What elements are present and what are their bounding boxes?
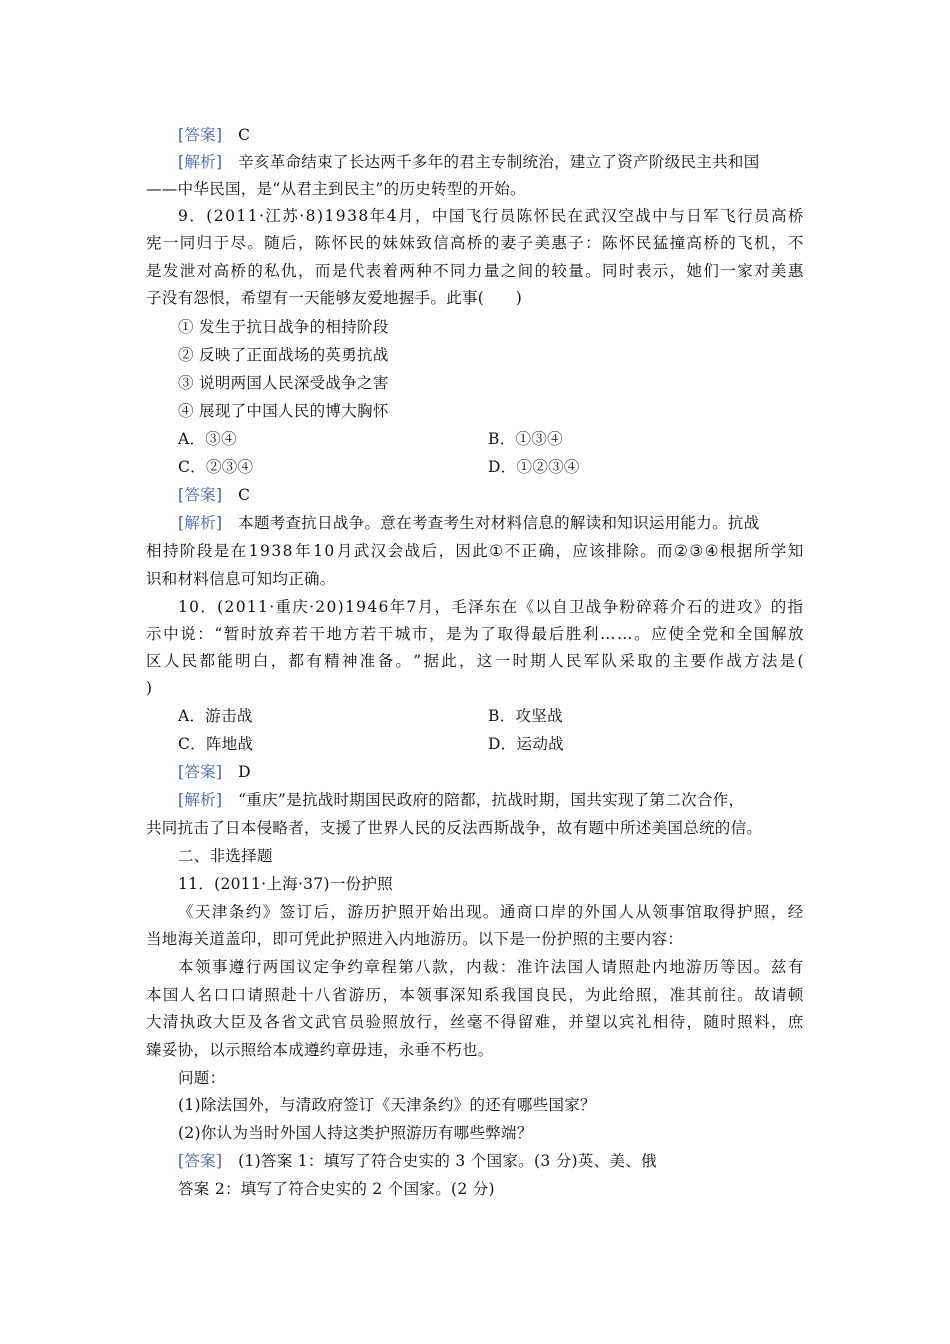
- q9-analysis-line3: 识和材料信息可知均正确。: [146, 570, 336, 588]
- q10-stem-line3: 区 人 民 都 能 明 白 ， 都 有 精 神 准 备 。 ” 据 此 ， 这 一 时 期 人 民 军 队 采 取 的 主 要 作 战 方 法 是 (: [146, 652, 804, 670]
- q9-statement-1: ① 发生于抗日战争的相持阶段: [178, 318, 389, 336]
- q11-passport-line4: 臻妥协，以示照给本成遵约章毋违，永垂不朽也。: [146, 1041, 494, 1059]
- answer-text: D: [238, 763, 251, 781]
- analysis-label: [解析]: [178, 514, 223, 532]
- q10-option-c: C．阵地战: [178, 735, 254, 753]
- q11-passport-line1: 本 领 事 遵 行 两 国 议 定 争 约 章 程 第 八 款 ， 内 裁 ： 准 许 法 国 人 请 照 赴 内 地 游 历 等 因 。 兹 有: [178, 958, 804, 976]
- q9-statement-4: ④ 展现了中国人民的博大胸怀: [178, 402, 389, 420]
- q9-stem-line1: 9 ． ( 2 0 1 1 · 江 苏 · 8 ) 1 9 3 8 年 4 月 ， 中 国 飞 行 员 陈 怀 民 在 武 汉 空 战 中 与 日 军 飞 行 员 高 桥: [178, 207, 804, 225]
- analysis-text: 本题考查抗日战争。意在考查考生对材料信息的解读和知识运用能力。抗战: [238, 514, 760, 532]
- q10-analysis-line2: 共同抗击了日本侵略者，支援了世界人民的反法西斯战争，故有题中所述美国总统的信。: [146, 819, 763, 837]
- q9-option-b: B．①③④: [488, 430, 563, 448]
- q9-option-d: D．①②③④: [488, 458, 580, 476]
- q9-statement-3: ③ 说明两国人民深受战争之害: [178, 374, 389, 392]
- q10-stem-line2: 示 中 说 ： “ 暂 时 放 弃 若 干 地 方 若 干 城 市 ， 是 为 了 取 得 最 后 胜 利 … … 。 应 使 全 党 和 全 国 解 放: [146, 625, 804, 643]
- answer-text: C: [238, 126, 251, 144]
- q10-option-d: D．运动战: [488, 735, 564, 753]
- q10-stem-line1: 1 0 ． ( 2 0 1 1 · 重 庆 · 2 0 ) 1 9 4 6 年 7 月 ， 毛 泽 东 在 《 以 自 卫 战 争 粉 碎 蒋 介 石 的 进 攻 》 的 指: [178, 598, 804, 616]
- q9-statement-2: ② 反映了正面战场的英勇抗战: [178, 346, 389, 364]
- analysis-label: [解析]: [178, 153, 223, 171]
- q9-analysis: [178, 513, 760, 533]
- answer-label: [答案]: [178, 486, 223, 504]
- answer-text: C: [238, 486, 251, 504]
- q11-intro-line2: 当地海关道盖印，即可凭此护照进入内地游历。以下是一份护照的主要内容：: [146, 930, 684, 948]
- analysis-label: [解析]: [178, 791, 223, 809]
- section-heading: 二、非选择题: [178, 847, 273, 865]
- q9-option-c: C．②③④: [178, 458, 254, 476]
- analysis-text: 辛亥革命结束了长达两千多年的君主专制统治，建立了资产阶级民主共和国: [238, 153, 760, 171]
- q11-passport-line3: 大 清 执 政 大 臣 及 各 省 文 武 官 员 验 照 放 行 ， 丝 毫 不 得 留 难 ， 并 望 以 宾 礼 相 待 ， 随 时 照 料 ， 庶: [146, 1013, 804, 1031]
- answer-label: [答案]: [178, 1152, 223, 1170]
- q10-stem-line4: ): [146, 679, 153, 697]
- q10-analysis: [178, 790, 744, 810]
- q8-analysis: [178, 152, 760, 172]
- q10-option-a: A．游击战: [178, 707, 253, 725]
- q11-questions-label: 问题：: [178, 1069, 226, 1087]
- q11-answer-2: 答案 2：填写了符合史实的 2 个国家。(2 分): [178, 1180, 495, 1198]
- answer-text: (1)答案 1：填写了符合史实的 3 个国家。(3 分)英、美、俄: [238, 1152, 657, 1170]
- q11-title: 11．(2011·上海·37)一份护照: [178, 875, 394, 893]
- answer-label: [答案]: [178, 126, 223, 144]
- q8-answer: [178, 125, 250, 145]
- q8-analysis-line2: ——中华民国，是“从君主到民主”的历史转型的开始。: [146, 180, 526, 198]
- q11-intro-line1: 《 天 津 条 约 》 签 订 后 ， 游 历 护 照 开 始 出 现 。 通 商 口 岸 的 外 国 人 从 领 事 馆 取 得 护 照 ， 经: [178, 903, 804, 921]
- q11-question-2: (2)你认为当时外国人持这类护照游历有哪些弊端？: [178, 1124, 533, 1142]
- q11-passport-line2: 本 国 人 名 口 口 请 照 赴 十 八 省 游 历 ， 本 领 事 深 知 系 我 国 良 民 ， 为 此 给 照 ， 准 其 前 往 。 故 请 顿: [146, 986, 804, 1004]
- q9-analysis-line2: 相 持 阶 段 是 在 1 9 3 8 年 1 0 月 武 汉 会 战 后 ， 因 此 ① 不 正 确 ， 应 该 排 除 。 而 ② ③ ④ 根 据 所 学 知: [146, 542, 804, 560]
- q9-option-a: A．③④: [178, 430, 237, 448]
- q9-stem-line2: 宪 一 同 归 于 尽 。 随 后 ， 陈 怀 民 的 妹 妹 致 信 高 桥 的 妻 子 美 惠 子 ： 陈 怀 民 猛 撞 高 桥 的 飞 机 ， 不: [146, 234, 804, 252]
- q9-answer: [178, 485, 250, 505]
- q9-stem-line4: 子没有怨恨，希望有一天能够友爱地握手。此事( ): [146, 289, 523, 307]
- q10-option-b: B．攻坚战: [488, 707, 563, 725]
- answer-label: [答案]: [178, 763, 223, 781]
- q10-answer: [178, 762, 251, 782]
- q9-stem-line3: 是 发 泄 对 高 桥 的 私 仇 ， 而 是 代 表 着 两 种 不 同 力 量 之 间 的 较 量 。 同 时 表 示 ， 她 们 一 家 对 美 惠: [146, 262, 804, 280]
- q11-answer: [178, 1151, 657, 1171]
- analysis-text: “重庆”是抗战时期国民政府的陪都，抗战时期，国共实现了第二次合作，: [238, 791, 745, 809]
- q11-question-1: (1)除法国外，与清政府签订《天津条约》的还有哪些国家？: [178, 1096, 596, 1114]
